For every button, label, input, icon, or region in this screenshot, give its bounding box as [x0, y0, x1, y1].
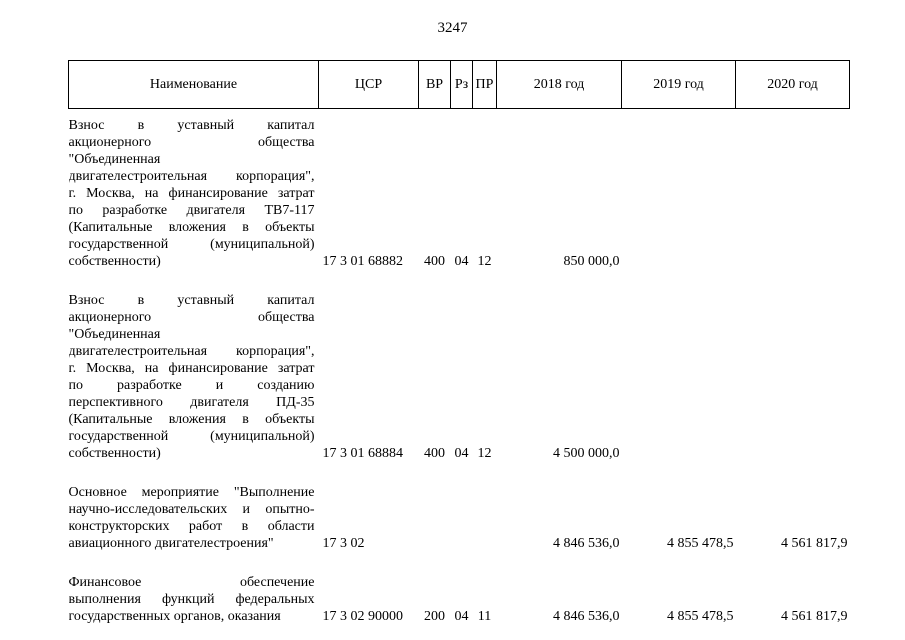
table-row	[69, 484, 850, 552]
row-name-line: конструкторских работ в области	[68, 519, 315, 534]
row-amount-2020	[736, 117, 850, 270]
header-name: Наименование	[69, 61, 319, 109]
row-amount-2019	[622, 117, 736, 270]
header-pr: ПР	[473, 61, 497, 109]
row-amount-2020	[736, 292, 850, 462]
row-vr: 200	[424, 609, 445, 624]
row-vr: 400	[424, 254, 445, 269]
row-name-line: Основное мероприятие "Выполнение	[68, 485, 315, 500]
row-amount-2018: 850 000,0	[563, 254, 620, 269]
page-number: 3247	[437, 20, 468, 36]
row-name	[69, 484, 319, 552]
header-2020: 2020 год	[736, 61, 850, 109]
row-name-line: авиационного двигателестроения"	[68, 536, 274, 551]
row-amount-2020: 4 561 817,9	[781, 609, 848, 624]
row-spacer	[69, 270, 850, 292]
row-name-line: (Капитальные вложения в объекты	[68, 412, 315, 427]
row-name-line: по разработке двигателя ТВ7-117	[68, 203, 315, 218]
row-name-line: Взнос в уставный капитал	[68, 293, 315, 308]
row-vr: 400	[424, 446, 445, 461]
header-2019: 2019 год	[622, 61, 736, 109]
row-name-line: государственной (муниципальной)	[68, 237, 315, 252]
row-name	[69, 292, 319, 462]
row-name-line: "Объединенная	[68, 327, 161, 342]
row-name-line: по разработке и созданию	[68, 378, 315, 393]
row-name	[69, 117, 319, 270]
table-row	[69, 117, 850, 270]
row-name-line: выполнения функций федеральных	[68, 592, 315, 607]
header-vr: ВР	[419, 61, 451, 109]
row-spacer	[69, 462, 850, 484]
table-row	[69, 292, 850, 462]
row-name-line: перспективного двигателя ПД-35	[68, 395, 315, 410]
row-amount-2019: 4 855 478,5	[667, 536, 734, 551]
row-name-line: научно-исследовательских и опытно-	[68, 502, 315, 517]
row-pr: 11	[477, 609, 492, 624]
row-spacer	[69, 109, 850, 118]
row-name-line: двигателестроительная корпорация",	[68, 169, 315, 184]
row-amount-2019: 4 855 478,5	[667, 609, 734, 624]
row-spacer	[69, 552, 850, 574]
row-csr: 17 3 02 90000	[322, 609, 403, 624]
row-name-line: акционерного общества	[68, 310, 315, 325]
row-rz	[451, 484, 473, 552]
row-name-line: двигателестроительная корпорация",	[68, 344, 315, 359]
row-pr: 12	[477, 446, 492, 461]
row-amount-2020: 4 561 817,9	[781, 536, 848, 551]
row-name-line: государственной (муниципальной)	[68, 429, 315, 444]
header-rz: Рз	[451, 61, 473, 109]
table-row	[69, 574, 850, 625]
row-name-line: (Капитальные вложения в объекты	[68, 220, 315, 235]
row-csr: 17 3 01 68884	[322, 446, 403, 461]
row-amount-2019	[622, 292, 736, 462]
row-name-line: г. Москва, на финансирование затрат	[68, 186, 315, 201]
row-name-line: г. Москва, на финансирование затрат	[68, 361, 315, 376]
row-pr	[473, 484, 497, 552]
table-header-row	[69, 61, 850, 109]
header-2018: 2018 год	[497, 61, 622, 109]
row-name-line: акционерного общества	[68, 135, 315, 150]
row-amount-2018: 4 500 000,0	[553, 446, 620, 461]
row-rz: 04	[454, 609, 469, 624]
row-name-line: "Объединенная	[68, 152, 161, 167]
row-name-line: Взнос в уставный капитал	[68, 118, 315, 133]
row-rz: 04	[454, 254, 469, 269]
row-name-line: Финансовое обеспечение	[68, 575, 315, 590]
row-name	[69, 574, 319, 625]
header-csr: ЦСР	[319, 61, 419, 109]
row-name-line: собственности)	[68, 446, 161, 461]
row-name-line: собственности)	[68, 254, 161, 269]
row-csr: 17 3 01 68882	[322, 254, 403, 269]
row-amount-2018: 4 846 536,0	[553, 609, 620, 624]
row-amount-2018: 4 846 536,0	[553, 536, 620, 551]
row-rz: 04	[454, 446, 469, 461]
row-vr	[419, 484, 451, 552]
budget-table	[68, 60, 850, 625]
row-name-line: государственных органов, оказания	[68, 609, 281, 624]
row-csr: 17 3 02	[322, 536, 365, 551]
row-pr: 12	[477, 254, 492, 269]
